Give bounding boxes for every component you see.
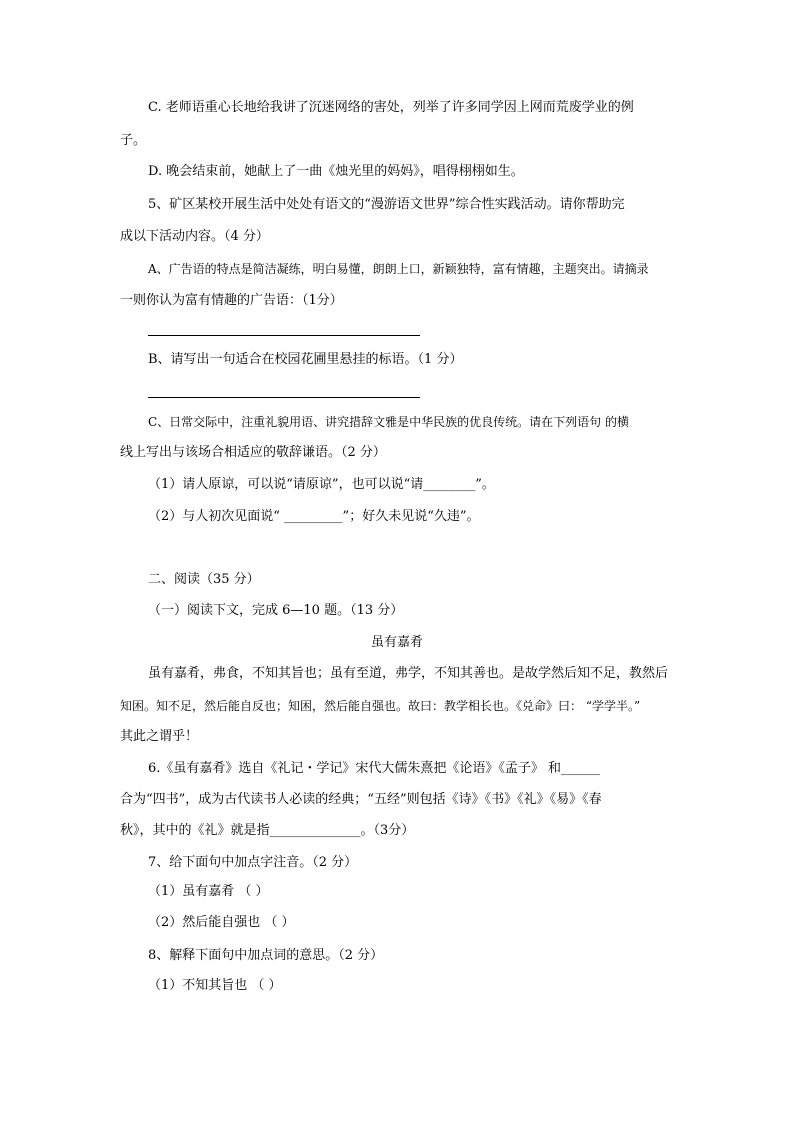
q8-item1: （1）不知其旨也 （ ） <box>148 978 282 993</box>
q5-b: B、请写出一句适合在校园花圃里悬挂的标语。（1 分） <box>148 352 463 367</box>
q4-option-d: D. 晚会结束前，她献上了一曲《烛光里的妈妈》，唱得栩栩如生。 <box>148 164 524 179</box>
q5-a-line2: 一则你认为富有情趣的广告语：（1分） <box>120 293 343 308</box>
answer-line-b[interactable] <box>148 397 420 398</box>
passage-title: 虽有嘉肴 <box>370 635 423 650</box>
q7-item1: （1）虽有嘉肴 （ ） <box>148 884 269 899</box>
q8-stem: 8、解释下面句中加点词的意思。（2 分） <box>148 948 384 963</box>
passage-line3: 其此之谓乎！ <box>120 729 199 744</box>
q6-line2: 合为“四书”，成为古代读书人必读的经典；“五经”则包括《诗》《书》《礼》《易》《春 <box>120 792 602 807</box>
q4-option-c-line1: C. 老师语重心长地给我讲了沉迷网络的害处，列举了许多同学因上网而荒废学业的例 <box>148 100 634 115</box>
q5-c-line1: C、日常交际中，注重礼貌用语、讲究措辞文雅是中华民族的优良传统。请在下列语句 的横 <box>148 415 629 429</box>
q7-stem: 7、给下面句中加点字注音。（2 分） <box>148 855 358 870</box>
answer-line-a[interactable] <box>148 335 420 336</box>
q5-a-line1: A、广告语的特点是简洁凝练，明白易懂，朗朗上口，新颖独特，富有情趣，主题突出。请摘录 <box>148 262 649 276</box>
q6-line3: 秋》，其中的《礼》就是指______________。（3分） <box>120 823 415 838</box>
q7-item2: （2）然后能自强也 （ ） <box>148 915 295 930</box>
q6-line1: 6.《虽有嘉肴》选自《礼记・学记》宋代大儒朱熹把《论语》《孟子》 和______ <box>148 761 601 776</box>
q5-c-line2: 线上写出与该场合相适应的敬辞谦语。（2 分） <box>120 445 386 460</box>
passage-line2: 知困。知不足，然后能自反也；知困，然后能自强也。故曰：教学相长也。《兑命》曰： “学学半。” <box>120 699 641 713</box>
section2-heading: 二、阅读（35 分） <box>148 572 260 587</box>
q4-option-c-line2: 子。 <box>120 133 147 148</box>
q5-c-item1: （1）请人原谅，可以说“请原谅”，也可以说“请________”。 <box>148 477 495 492</box>
passage-line1: 虽有嘉肴，弗食，不知其旨也；虽有至道，弗学，不知其善也。是故学然后知不足，教然后 <box>148 666 669 681</box>
q5-c-item2: （2）与人初次见面说“ _________”；好久未见说“久违”。 <box>148 509 480 524</box>
q5-stem-line1: 5、矿区某校开展生活中处处有语文的“漫游语文世界”综合性实践活动。请你帮助完 <box>148 197 625 212</box>
q5-stem-line2: 成以下活动内容。（4 分） <box>120 229 269 244</box>
section2-part1: （一）阅读下文，完成 6—10 题。（13 分） <box>148 603 404 618</box>
